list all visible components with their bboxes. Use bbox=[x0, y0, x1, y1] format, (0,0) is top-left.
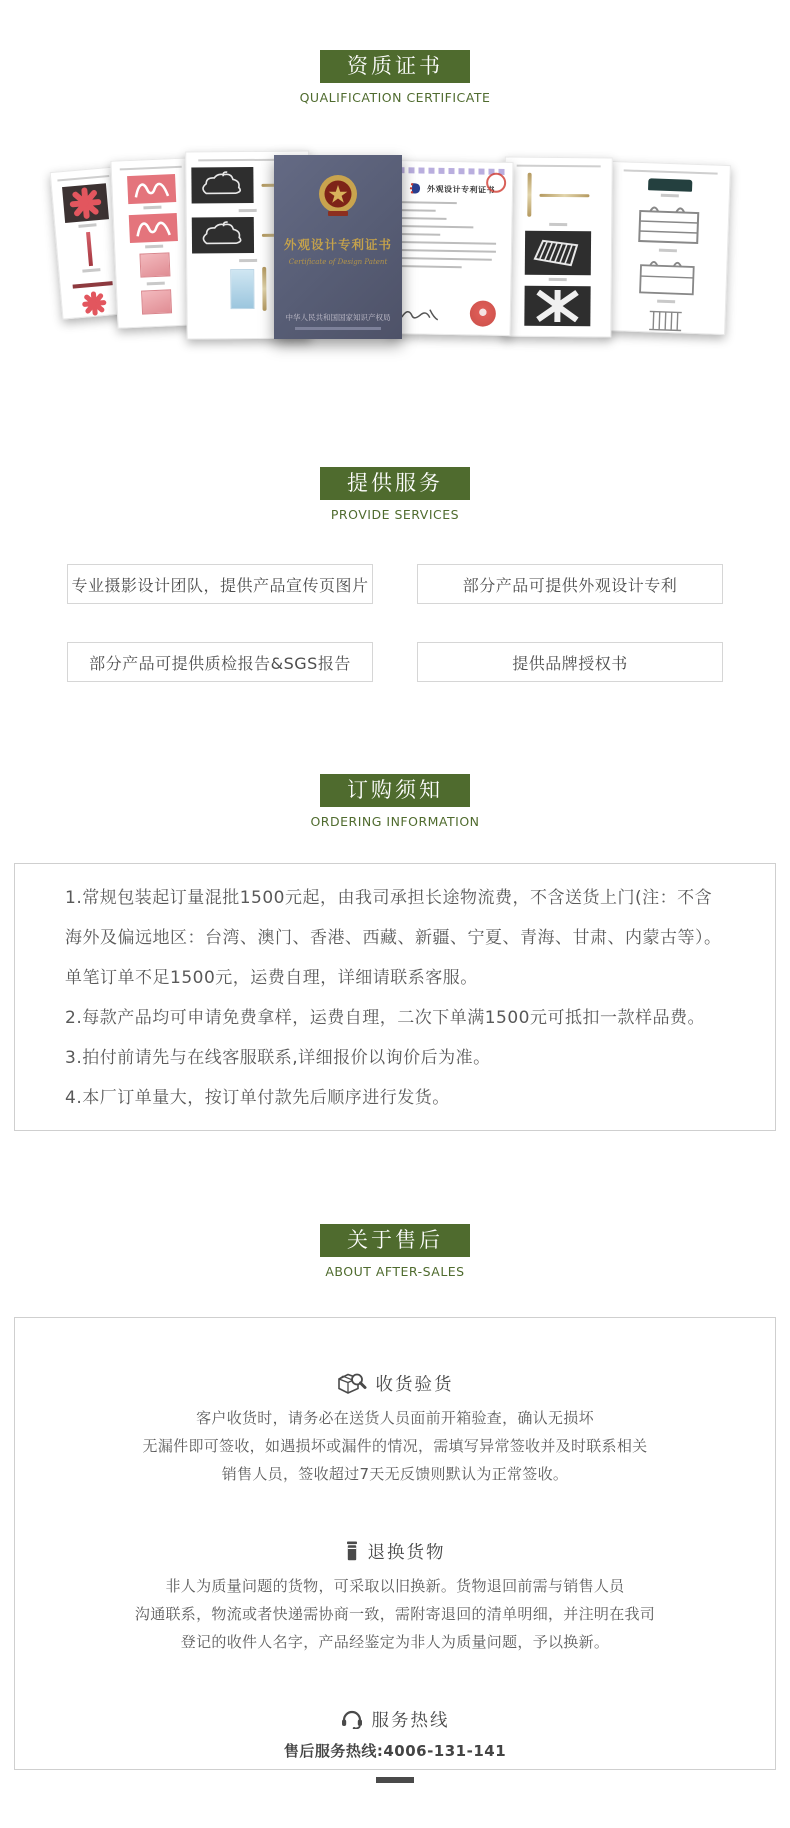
ordering-notes-panel bbox=[14, 863, 776, 1131]
rod-drawing-thumb bbox=[527, 173, 531, 217]
patent-office-logo bbox=[409, 181, 423, 195]
aftersales-block-heading: 退换货物 bbox=[368, 1539, 446, 1564]
booklet-issuer: 中华人民共和国国家知识产权局 bbox=[286, 312, 391, 323]
page-header-line bbox=[516, 165, 601, 168]
service-item: 专业摄影设计团队，提供产品宣传页图片 bbox=[67, 564, 373, 604]
patent-certificate-page bbox=[388, 160, 513, 336]
aftersales-subtitle: ABOUT AFTER-SALES bbox=[0, 1264, 790, 1279]
aftersales-block-inspection bbox=[15, 1368, 775, 1488]
starburst-drawing bbox=[79, 289, 109, 317]
hanger-drawing-thumb bbox=[192, 217, 254, 254]
aftersales-line: 登记的收件人名字，产品经鉴定为非人为质量问题，予以换新。 bbox=[15, 1628, 775, 1656]
patent-drawing-thumb bbox=[62, 183, 109, 223]
ordering-subtitle: ORDERING INFORMATION bbox=[0, 814, 790, 829]
starburst-drawing bbox=[67, 185, 104, 222]
services-grid bbox=[45, 564, 745, 682]
grid-drawing-thumb bbox=[647, 307, 684, 332]
qualification-title: 资质证书 bbox=[320, 50, 470, 83]
page-header-line bbox=[120, 166, 182, 171]
ordering-line: 3.拍付前请先与在线客服联系,详细报价以询价后为准。 bbox=[65, 1038, 755, 1078]
patent-drawing-thumb bbox=[230, 269, 254, 309]
services-section-header bbox=[0, 467, 790, 522]
service-item: 部分产品可提供质检报告&SGS报告 bbox=[67, 642, 373, 682]
ordering-section-header bbox=[0, 774, 790, 829]
patent-page-title: 外观设计专利证书 bbox=[427, 183, 495, 195]
aftersales-title: 关于售后 bbox=[320, 1224, 470, 1257]
hanger-drawing-thumb bbox=[191, 167, 253, 204]
aftersales-line: 客户收货时，请务必在送货人员面前开箱验查，确认无损坏 bbox=[15, 1404, 775, 1432]
qualification-subtitle: QUALIFICATION CERTIFICATE bbox=[0, 90, 790, 105]
patent-drawing-thumb bbox=[127, 174, 176, 204]
aftersales-line: 无漏件即可签收，如遇损坏或漏件的情况，需填写异常签收并及时联系相关 bbox=[15, 1432, 775, 1460]
hotline-number: 售后服务热线:4006-131-141 bbox=[15, 1740, 775, 1762]
national-emblem-icon bbox=[315, 173, 361, 219]
patent-drawing-thumb bbox=[141, 289, 172, 314]
patent-drawing-thumb bbox=[86, 232, 93, 267]
page-header-line bbox=[623, 169, 717, 174]
ordering-line: 单笔订单不足1500元，运费自理，详细请联系客服。 bbox=[65, 958, 755, 998]
patent-certificate-booklet bbox=[274, 155, 402, 339]
signature bbox=[400, 305, 440, 324]
aftersales-block-heading: 收货验货 bbox=[376, 1371, 454, 1396]
aftersales-line: 销售人员，签收超过7天无反馈则默认为正常签收。 bbox=[15, 1460, 775, 1488]
service-item: 部分产品可提供外观设计专利 bbox=[417, 564, 723, 604]
cap-drawing-thumb bbox=[648, 178, 692, 192]
certificate-page bbox=[605, 161, 731, 335]
cross-drawing-thumb bbox=[524, 286, 590, 327]
rod-drawing-thumb bbox=[262, 267, 266, 311]
ordering-line: 1.常规包装起订量混批1500元起，由我司承担长途物流费，不含送货上门(注：不含 bbox=[65, 878, 755, 918]
ordering-title: 订购须知 bbox=[320, 774, 470, 807]
service-item: 提供品牌授权书 bbox=[417, 642, 723, 682]
aftersales-block-heading: 服务热线 bbox=[372, 1707, 450, 1732]
red-seal-icon bbox=[470, 300, 496, 326]
qualification-section-header bbox=[0, 50, 790, 105]
aftersales-section-header bbox=[0, 1224, 790, 1279]
page-header-line bbox=[58, 175, 109, 181]
aftersales-line: 非人为质量问题的货物，可采取以旧换新。货物退回前需与销售人员 bbox=[15, 1572, 775, 1600]
services-title: 提供服务 bbox=[320, 467, 470, 500]
services-subtitle: PROVIDE SERVICES bbox=[0, 507, 790, 522]
aftersales-line: 沟通联系，物流或者快递需协商一致，需附寄退回的清单明细，并注明在我司 bbox=[15, 1600, 775, 1628]
rod-drawing-thumb bbox=[539, 193, 589, 196]
patent-drawing-thumb bbox=[129, 213, 178, 243]
patent-drawing-thumb bbox=[139, 252, 170, 277]
red-stamp-icon bbox=[486, 173, 506, 193]
aftersales-block-returns bbox=[15, 1536, 775, 1656]
ordering-line: 2.每款产品均可申请免费拿样，运费自理，二次下单满1500元可抵扣一款样品费。 bbox=[65, 998, 755, 1038]
certificate-page bbox=[503, 157, 613, 338]
package-inspect-icon bbox=[337, 1371, 367, 1395]
certificates-collage bbox=[52, 147, 738, 349]
booklet-title: 外观设计专利证书 bbox=[284, 235, 392, 253]
aftersales-block-hotline bbox=[15, 1704, 775, 1762]
ordering-line: 4.本厂订单量大，按订单付款先后顺序进行发货。 bbox=[65, 1078, 755, 1118]
headset-icon bbox=[341, 1709, 363, 1729]
rack-drawing-thumb bbox=[525, 231, 591, 276]
aftersales-panel bbox=[14, 1317, 776, 1770]
ordering-line: 海外及偏远地区：台湾、澳门、香港、西藏、新疆、宁夏、青海、甘肃、内蒙古等）。 bbox=[65, 918, 755, 958]
patent-drawing-thumb bbox=[73, 281, 113, 288]
basket-drawing-thumb bbox=[635, 201, 702, 247]
return-goods-icon bbox=[345, 1541, 359, 1561]
basket-drawing-thumb bbox=[633, 256, 700, 298]
booklet-subtitle: Certificate of Design Patent bbox=[289, 258, 388, 266]
